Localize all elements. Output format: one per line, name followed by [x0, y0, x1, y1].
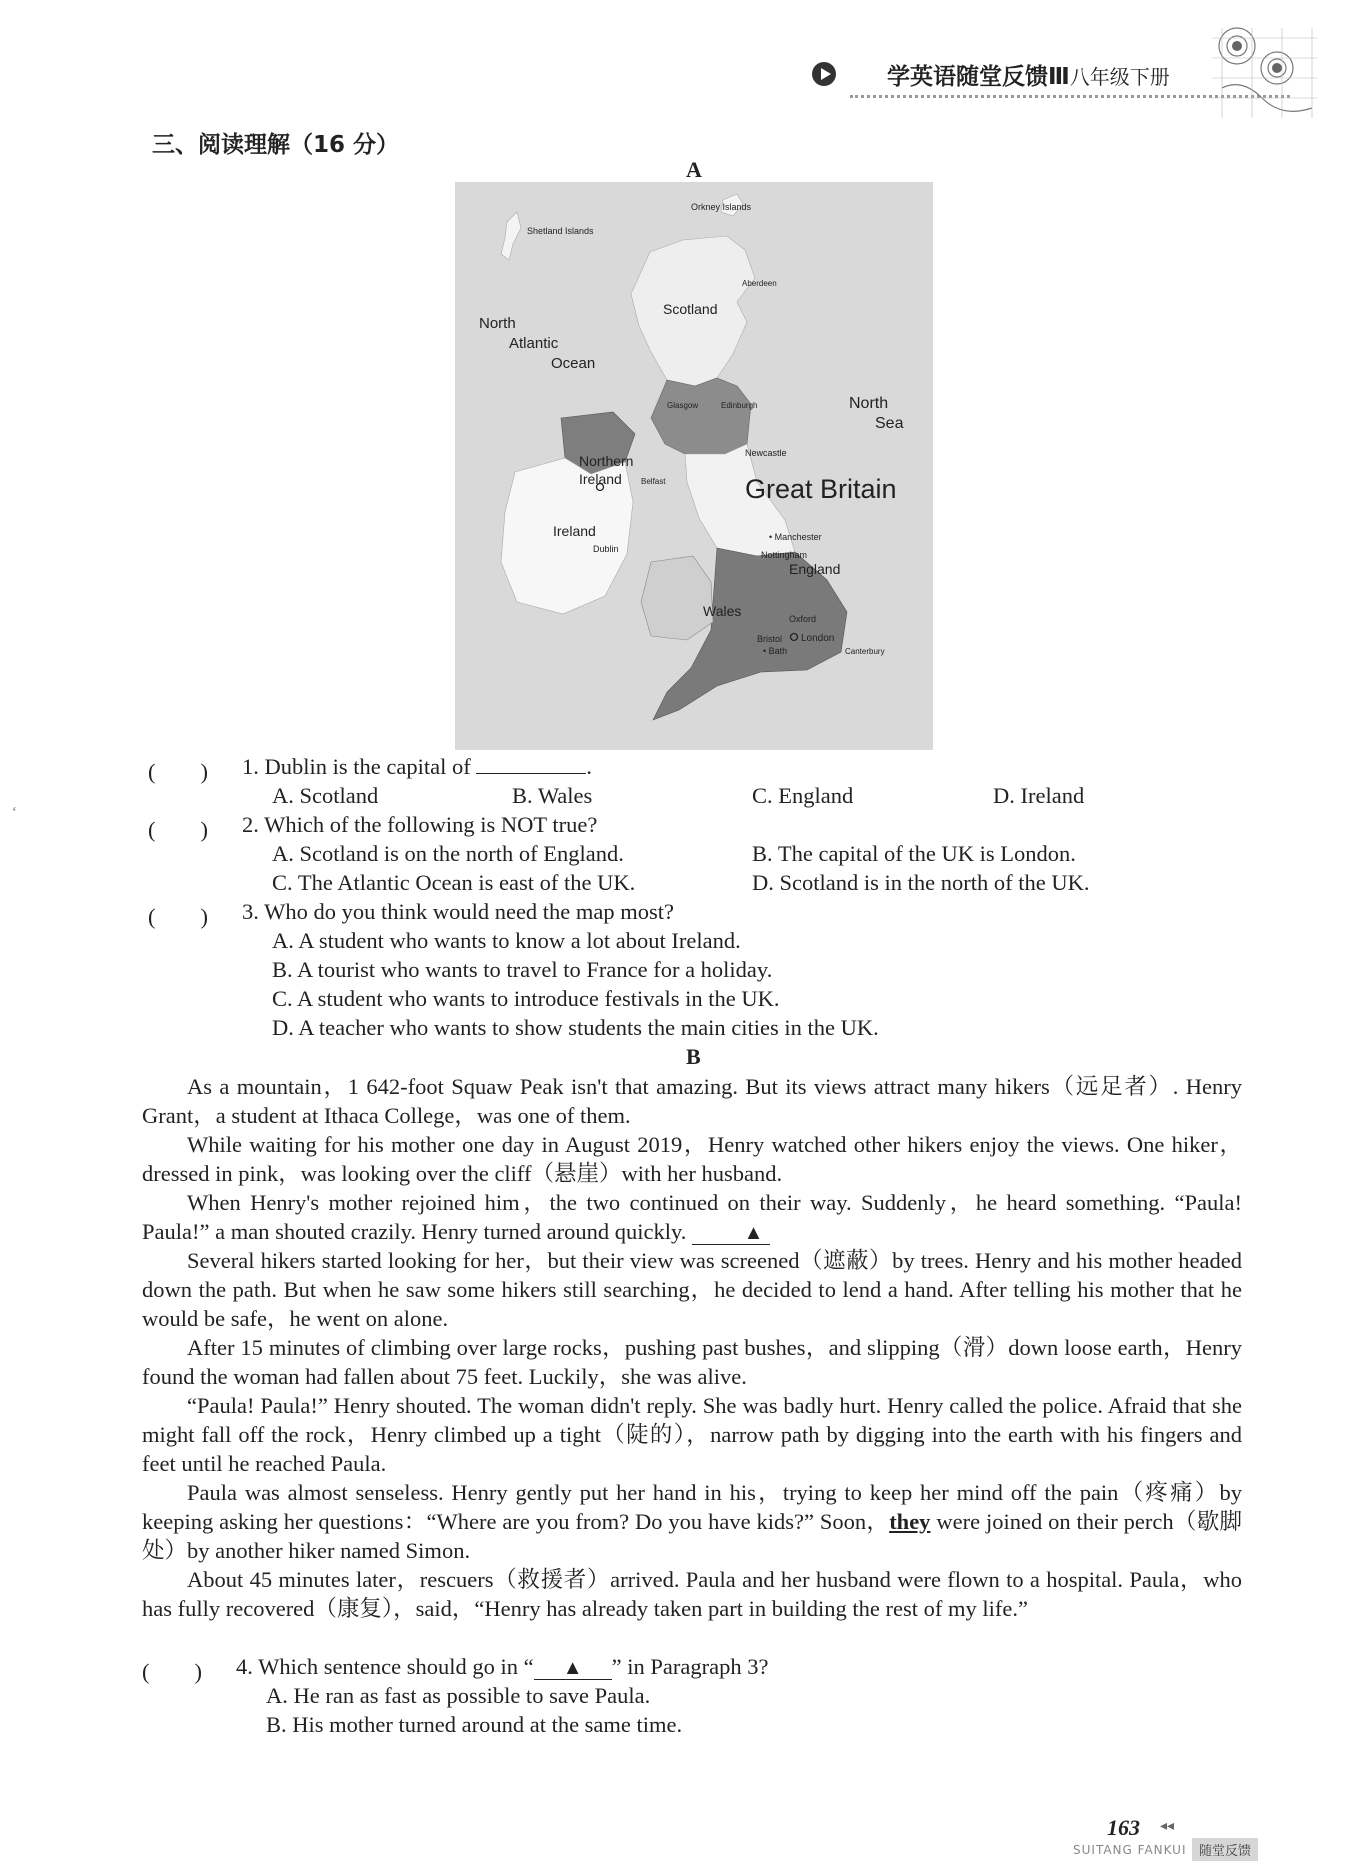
answer-paren-3[interactable]: ( ) — [148, 904, 208, 929]
map-label-north-sea-2: Sea — [875, 415, 904, 432]
header-title: 学英语随堂反馈Ⅲ八年级下册 — [887, 64, 1170, 90]
map-label-dublin: Dublin — [593, 544, 619, 554]
q3-option-c: C. A student who wants to introduce festivals in the UK. — [272, 986, 780, 1011]
q2-option-b: B. The capital of the UK is London. — [752, 841, 1076, 866]
map-label-aberdeen: Aberdeen — [742, 279, 777, 288]
passage-b-paragraph-3: When Henry's mother rejoined him，the two continued on their way. Suddenly，he heard something. “Paula! Paula!” a man shouted crazily. Henry turned around quickly. ▲ — [142, 1190, 1242, 1244]
map-label-nottingham: Nottingham — [761, 550, 808, 560]
map-label-scotland: Scotland — [663, 301, 718, 317]
map-label-shetland: Shetland Islands — [527, 226, 594, 236]
answer-blank[interactable] — [476, 755, 586, 774]
question-2-stem: 2. Which of the following is NOT true? — [242, 812, 598, 837]
map-label-northern-ireland-2: Ireland — [579, 471, 622, 487]
play-icon — [812, 62, 836, 86]
q2-option-a: A. Scotland is on the north of England. — [272, 841, 624, 866]
uk-map — [455, 182, 933, 750]
map-label-england: England — [789, 561, 841, 577]
map-label-north-atlantic-2: Atlantic — [509, 335, 559, 352]
map-label-north-sea-1: North — [849, 395, 889, 412]
page-header — [812, 58, 1252, 98]
map-label-ireland: Ireland — [553, 523, 596, 539]
question-1-stem: 1. Dublin is the capital of . — [242, 754, 592, 779]
passage-b-paragraph-4: Several hikers started looking for her，but their view was screened（遮蔽）by trees. Henry and his mother headed down the path. But when he saw some hikers still searching，he decided to lend a hand. After telling his mother that he would be safe，he went on alone. — [142, 1248, 1242, 1331]
footer-english: SUITANG FANKUI — [1073, 1843, 1187, 1857]
map-label-belfast: Belfast — [641, 477, 666, 486]
answer-blank-triangle: ▲ — [534, 1657, 612, 1680]
map-label-north-atlantic-3: Ocean — [551, 355, 596, 372]
map-label-bath: • Bath — [763, 646, 788, 656]
passage-b-paragraph-1: As a mountain，1 642-foot Squaw Peak isn't that amazing. But its views attract many hikers（远足者）. Henry Grant，a student at Ithaca College，was one of them. — [142, 1074, 1242, 1128]
q1-option-a: A. Scotland — [272, 783, 379, 808]
flower-decoration-icon — [1202, 18, 1322, 128]
question-4-stem: 4. Which sentence should go in “ ▲ ” in Paragraph 3? — [236, 1654, 769, 1679]
page-number: 163 — [1107, 1815, 1140, 1840]
q4-option-b: B. His mother turned around at the same time. — [266, 1712, 683, 1737]
q3-option-b: B. A tourist who wants to travel to France for a holiday. — [272, 957, 773, 982]
passage-b-paragraph-6: “Paula! Paula!” Henry shouted. The woman didn't reply. She was badly hurt. Henry called the police. Afraid that she might fall off the rock，Henry climbed up a tight（陡的），narrow path by digging into the earth with his fingers and feet until he reached Paula. — [142, 1393, 1242, 1476]
q1-option-c: C. England — [752, 783, 854, 808]
map-label-oxford: Oxford — [789, 614, 817, 624]
q1-option-b: B. Wales — [512, 783, 593, 808]
map-label-manchester: • Manchester — [769, 532, 822, 542]
map-label-wales: Wales — [703, 603, 742, 619]
question-3-stem: 3. Who do you think would need the map most? — [242, 899, 675, 924]
q3-option-d: D. A teacher who wants to show students the main cities in the UK. — [272, 1015, 879, 1040]
footer-chinese: 随堂反馈 — [1192, 1838, 1258, 1861]
bold-underlined-word: they — [889, 1509, 931, 1534]
answer-paren-4[interactable]: ( ) — [142, 1659, 202, 1684]
answer-paren-1[interactable]: ( ) — [148, 759, 208, 784]
map-label-newcastle: Newcastle — [745, 448, 787, 458]
footer-arrows-icon: ◂◂ — [1160, 1819, 1175, 1834]
map-label-edinburgh: Edinburgh — [721, 401, 758, 410]
map-label-orkney: Orkney Islands — [691, 202, 752, 212]
answer-blank-triangle[interactable]: ▲ — [692, 1222, 770, 1245]
map-label-canterbury: Canterbury — [845, 647, 885, 656]
section-heading: 三、阅读理解（16 分） — [152, 132, 400, 158]
q2-option-d: D. Scotland is in the north of the UK. — [752, 870, 1090, 895]
map-label-bristol: Bristol — [757, 634, 783, 644]
q3-option-a: A. A student who wants to know a lot about Ireland. — [272, 928, 741, 953]
margin-mark: ‘ — [12, 805, 17, 820]
map-label-great-britain: Great Britain — [745, 474, 897, 504]
passage-b-paragraph-8: About 45 minutes later，rescuers（救援者）arrived. Paula and her husband were flown to a hospital. Paula，who has fully recovered（康复），said，“Henry has already taken part in building the rest of my life.” — [142, 1567, 1242, 1621]
passage-b-label: B — [686, 1044, 701, 1069]
passage-b-paragraph-7: Paula was almost senseless. Henry gently put her hand in his，trying to keep her mind off the pain（疼痛）by keeping asking her questions：“Where are you from? Do you have kids?” Soon，they were joined on their perch（歇脚处）by another hiker named Simon. — [142, 1480, 1242, 1563]
map-label-glasgow: Glasgow — [667, 401, 699, 410]
q4-option-a: A. He ran as fast as possible to save Paula. — [266, 1683, 651, 1708]
passage-b-paragraph-5: After 15 minutes of climbing over large rocks，pushing past bushes，and slipping（滑）down loose earth，Henry found the woman had fallen about 75 feet. Luckily，she was alive. — [142, 1335, 1242, 1389]
answer-paren-2[interactable]: ( ) — [148, 817, 208, 842]
passage-b-paragraph-2: While waiting for his mother one day in August 2019，Henry watched other hikers enjoy the views. One hiker，dressed in pink，was looking over the cliff（悬崖）with her husband. — [142, 1132, 1242, 1186]
q2-option-c: C. The Atlantic Ocean is east of the UK. — [272, 870, 636, 895]
passage-a-label: A — [686, 157, 702, 182]
map-label-london: London — [801, 633, 835, 644]
map-label-north-atlantic-1: North — [479, 315, 516, 332]
q1-option-d: D. Ireland — [993, 783, 1085, 808]
map-label-northern-ireland-1: Northern — [579, 453, 634, 469]
